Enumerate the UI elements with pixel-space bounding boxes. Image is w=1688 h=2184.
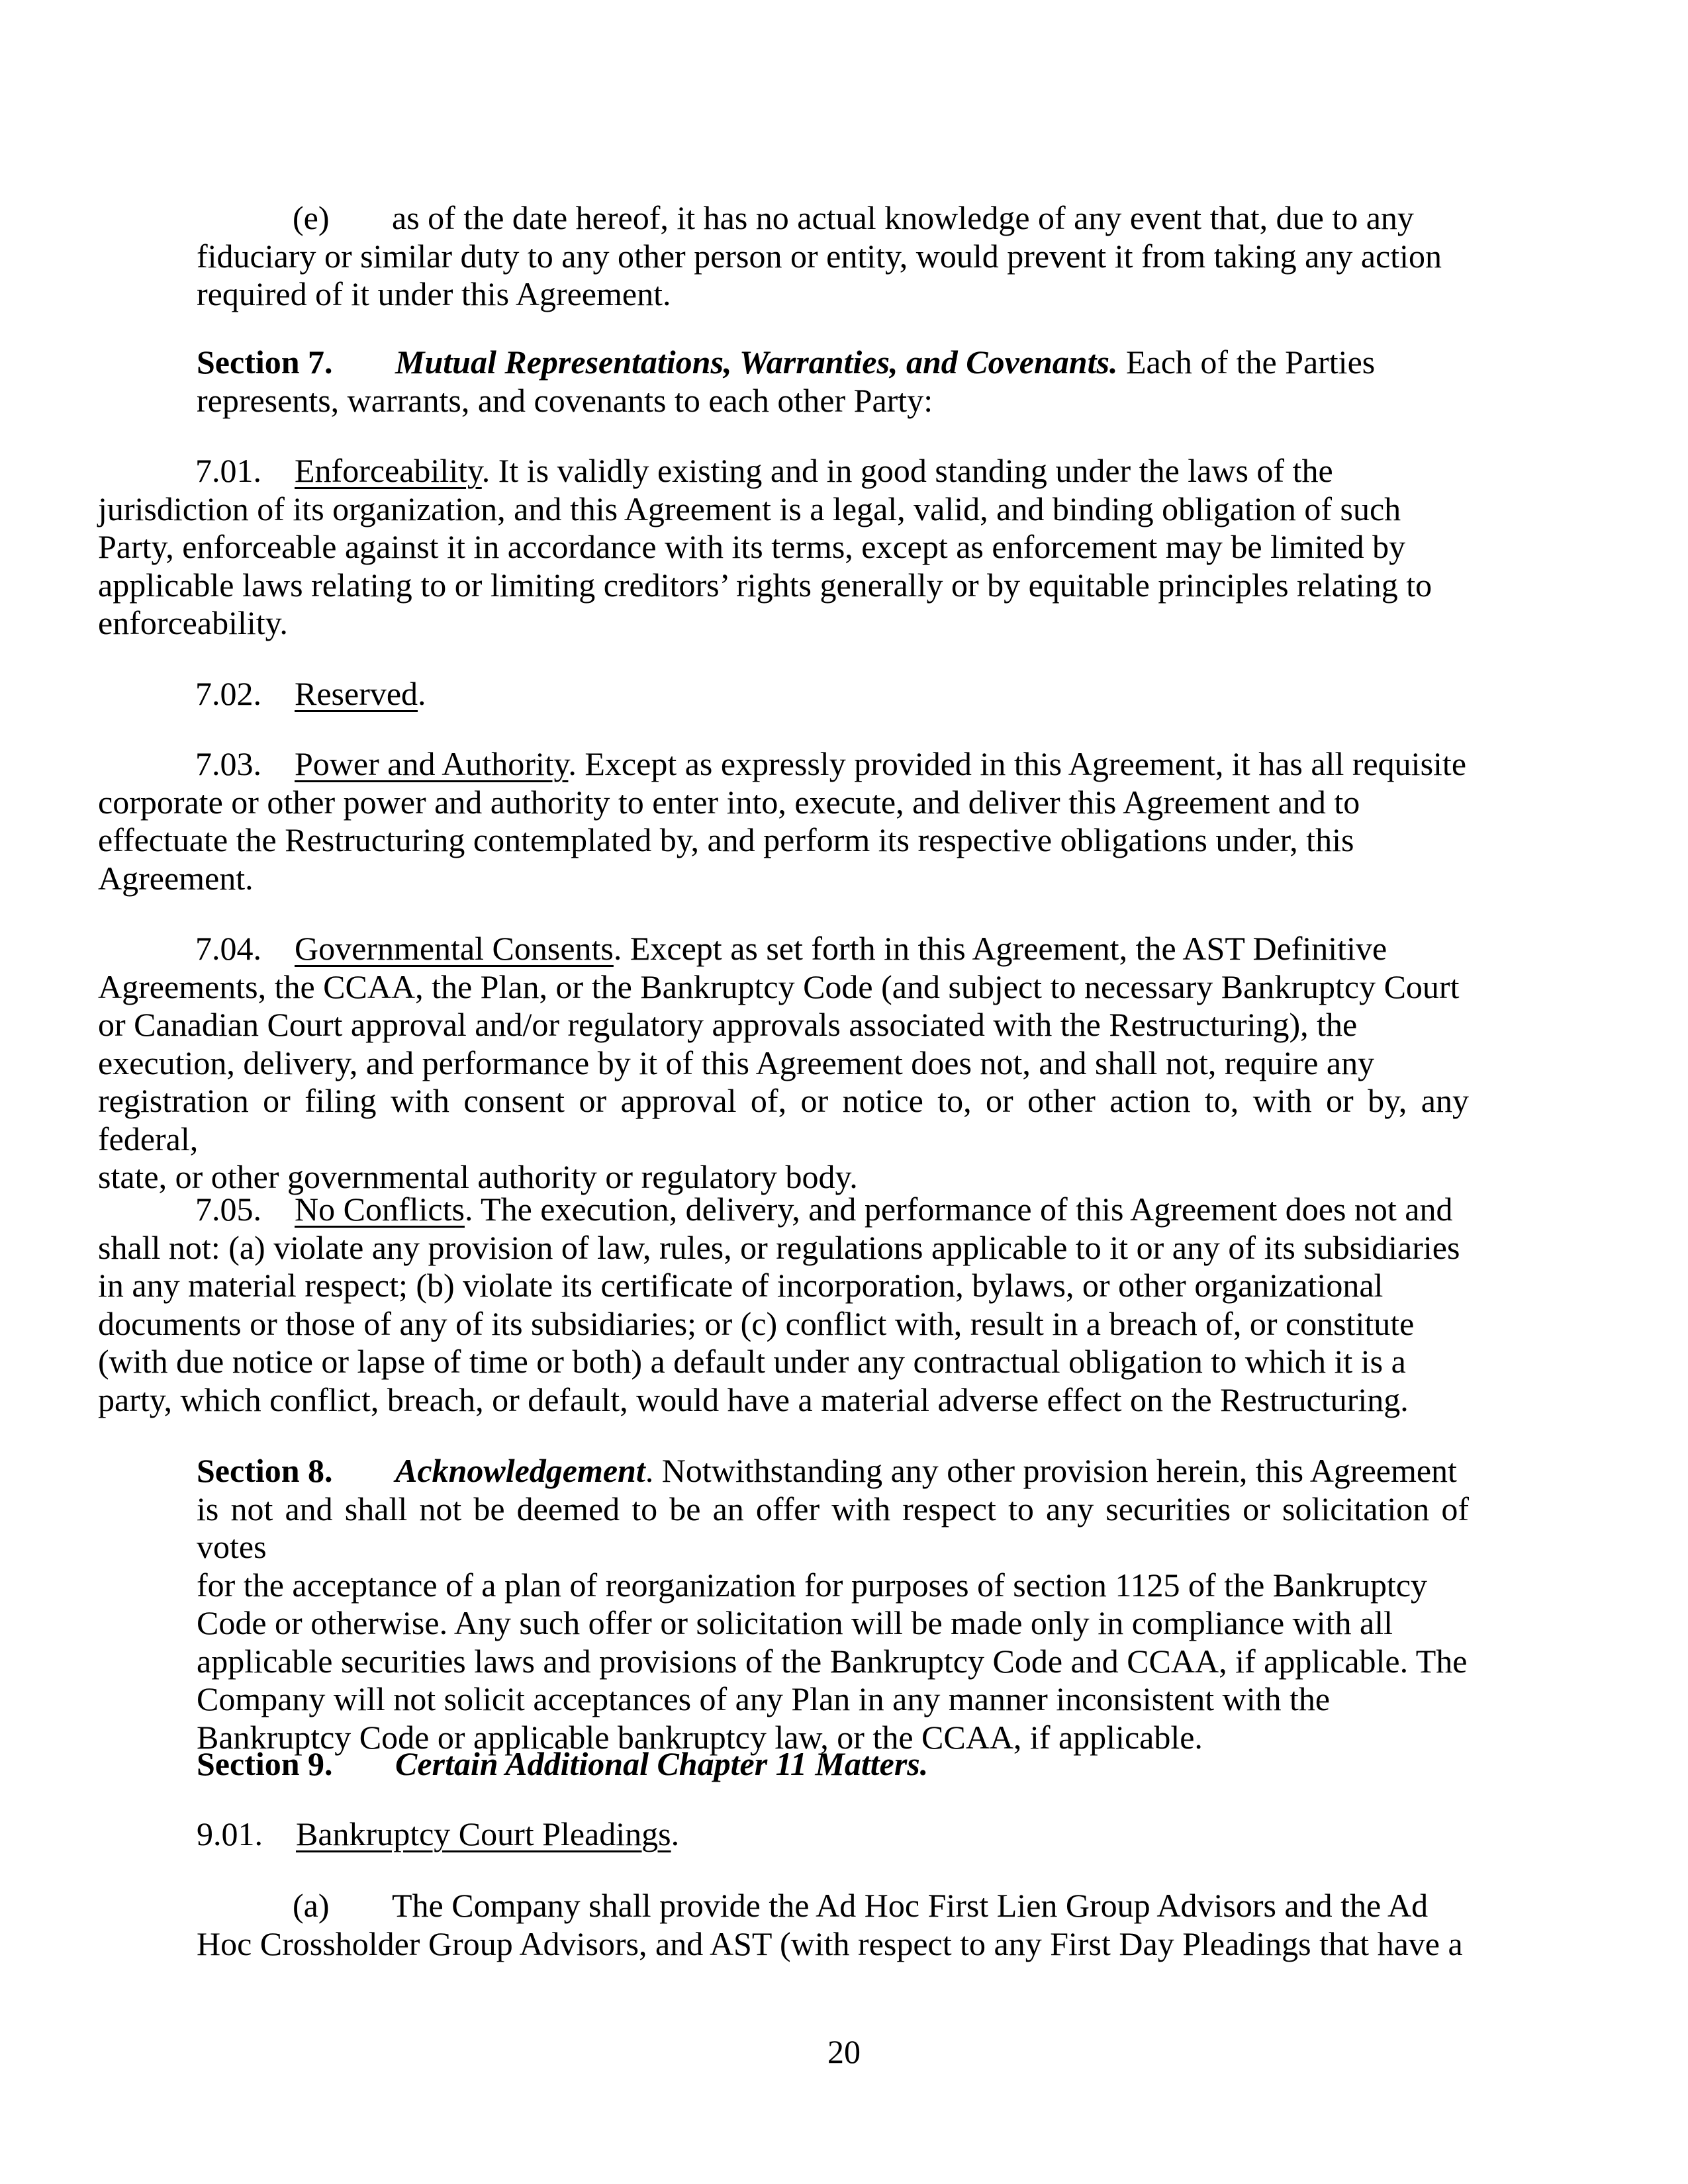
paragraph-9-01 bbox=[197, 1815, 1469, 1854]
paragraph-9-01-tail: . bbox=[671, 1815, 680, 1852]
section-8 bbox=[197, 1452, 1469, 1756]
paragraph-7-03 bbox=[98, 745, 1469, 897]
paragraph-7-04-line1-rest: . Except as set forth in this Agreement, the AST Definitive bbox=[613, 930, 1387, 967]
paragraph-7-01-number: 7.01. bbox=[195, 452, 261, 489]
paragraph-7-01-line5: enforceability. bbox=[98, 604, 288, 641]
section-8-line7: Bankruptcy Code or applicable bankruptcy law, or the CCAA, if applicable. bbox=[197, 1718, 1203, 1756]
paragraph-7-05-heading: No Conflicts bbox=[295, 1191, 465, 1228]
section-7-line1-rest: Each of the Parties bbox=[1125, 343, 1376, 381]
section-7-line2: represents, warrants, and covenants to each other Party: bbox=[197, 381, 933, 419]
paragraph-7-03-line3: effectuate the Restructuring contemplated by, and perform its respective obligations under, this bbox=[98, 821, 1354, 858]
paragraph-7-01-line2: jurisdiction of its organization, and this Agreement is a legal, valid, and binding obligation of such bbox=[98, 490, 1401, 527]
paragraph-7-05-number: 7.05. bbox=[195, 1191, 261, 1228]
section-9-label: Section 9. bbox=[197, 1745, 333, 1782]
paragraph-7-01-heading: Enforceability bbox=[295, 452, 482, 489]
paragraph-7-05-line6: party, which conflict, breach, or default, would have a material adverse effect on the Restructuring. bbox=[98, 1381, 1409, 1418]
paragraph-7-03-number: 7.03. bbox=[195, 745, 261, 782]
section-8-line2: is not and shall not be deemed to be an offer with respect to any securities or solicitation of votes bbox=[197, 1490, 1469, 1565]
paragraph-7-05-line5: (with due notice or lapse of time or both) a default under any contractual obligation to which it is a bbox=[98, 1343, 1406, 1380]
paragraph-7-02 bbox=[98, 675, 1469, 713]
paragraph-7-04 bbox=[98, 930, 1469, 1197]
section-8-line3: for the acceptance of a plan of reorganization for purposes of section 1125 of the Bankruptcy bbox=[197, 1566, 1428, 1604]
section-8-label: Section 8. bbox=[197, 1452, 333, 1489]
paragraph-a bbox=[197, 1887, 1469, 1963]
paragraph-a-label: (a) bbox=[293, 1887, 330, 1924]
paragraph-7-04-number: 7.04. bbox=[195, 930, 261, 967]
paragraph-7-04-line3: or Canadian Court approval and/or regulatory approvals associated with the Restructuring), the bbox=[98, 1006, 1358, 1043]
paragraph-7-03-line4: Agreement. bbox=[98, 859, 254, 897]
paragraph-7-04-heading: Governmental Consents bbox=[295, 930, 614, 967]
paragraph-7-04-line5: registration or filing with consent or approval of, or notice to, or other action to, with or by, any federal, bbox=[98, 1082, 1469, 1158]
paragraph-7-05-line2: shall not: (a) violate any provision of law, rules, or regulations applicable to it or any of its subsidiaries bbox=[98, 1228, 1460, 1266]
section-8-line4: Code or otherwise. Any such offer or solicitation will be made only in compliance with all bbox=[197, 1604, 1393, 1641]
paragraph-7-01-line4: applicable laws relating to or limiting creditors’ rights generally or by equitable principles relating to bbox=[98, 566, 1432, 604]
section-8-line1-rest: . Notwithstanding any other provision herein, this Agreement bbox=[645, 1452, 1457, 1489]
paragraph-e-label: (e) bbox=[293, 199, 330, 236]
section-7 bbox=[197, 343, 1469, 420]
paragraph-7-05-line4: documents or those of any of its subsidiaries; or (c) conflict with, result in a breach of, or constitute bbox=[98, 1304, 1415, 1342]
section-7-title: Mutual Representations, Warranties, and Covenants. bbox=[395, 343, 1118, 381]
section-8-title: Acknowledgement bbox=[395, 1452, 645, 1489]
paragraph-a-line1: The Company shall provide the Ad Hoc First Lien Group Advisors and the Ad bbox=[392, 1887, 1429, 1924]
paragraph-7-05-line1-rest: . The execution, delivery, and performance of this Agreement does not and bbox=[464, 1191, 1453, 1228]
paragraph-7-01 bbox=[98, 452, 1469, 643]
section-8-line6: Company will not solicit acceptances of any Plan in any manner inconsistent with the bbox=[197, 1680, 1331, 1717]
paragraph-7-02-number: 7.02. bbox=[195, 675, 261, 712]
paragraph-7-01-line3: Party, enforceable against it in accordance with its terms, except as enforcement may be limited by bbox=[98, 528, 1406, 565]
paragraph-7-03-line1-rest: . Except as expressly provided in this Agreement, it has all requisite bbox=[568, 745, 1467, 782]
paragraph-7-01-line1-rest: . It is validly existing and in good standing under the laws of the bbox=[481, 452, 1333, 489]
paragraph-9-01-heading: Bankruptcy Court Pleadings bbox=[296, 1815, 671, 1852]
paragraph-7-04-line2: Agreements, the CCAA, the Plan, or the Bankruptcy Code (and subject to necessary Bankruptcy Court bbox=[98, 968, 1460, 1005]
section-9-title: Certain Additional Chapter 11 Matters. bbox=[395, 1745, 929, 1782]
paragraph-e-line1: as of the date hereof, it has no actual knowledge of any event that, due to any bbox=[392, 199, 1414, 236]
paragraph-a-line2: Hoc Crossholder Group Advisors, and AST (with respect to any First Day Pleadings that have a bbox=[197, 1925, 1463, 1962]
paragraph-7-03-heading: Power and Authority bbox=[295, 745, 569, 782]
paragraph-7-04-line4: execution, delivery, and performance by it of this Agreement does not, and shall not, require any bbox=[98, 1044, 1375, 1081]
section-9 bbox=[197, 1745, 1469, 1784]
paragraph-7-05 bbox=[98, 1191, 1469, 1419]
paragraph-e-line2: fiduciary or similar duty to any other person or entity, would prevent it from taking any action bbox=[197, 237, 1442, 275]
paragraph-7-03-line2: corporate or other power and authority to enter into, execute, and deliver this Agreement and to bbox=[98, 783, 1360, 821]
page-number: 20 bbox=[827, 2033, 861, 2070]
section-8-line5: applicable securities laws and provisions of the Bankruptcy Code and CCAA, if applicable. The bbox=[197, 1642, 1468, 1680]
paragraph-7-02-heading: Reserved bbox=[295, 675, 418, 712]
paragraph-7-04-line6: state, or other governmental authority or regulatory body. bbox=[98, 1158, 858, 1195]
paragraph-7-02-tail: . bbox=[418, 675, 426, 712]
paragraph-9-01-number: 9.01. bbox=[197, 1815, 263, 1852]
paragraph-e bbox=[197, 199, 1469, 314]
paragraph-7-05-line3: in any material respect; (b) violate its certificate of incorporation, bylaws, or other organizational bbox=[98, 1267, 1383, 1304]
section-7-label: Section 7. bbox=[197, 343, 333, 381]
paragraph-e-line3: required of it under this Agreement. bbox=[197, 275, 671, 312]
